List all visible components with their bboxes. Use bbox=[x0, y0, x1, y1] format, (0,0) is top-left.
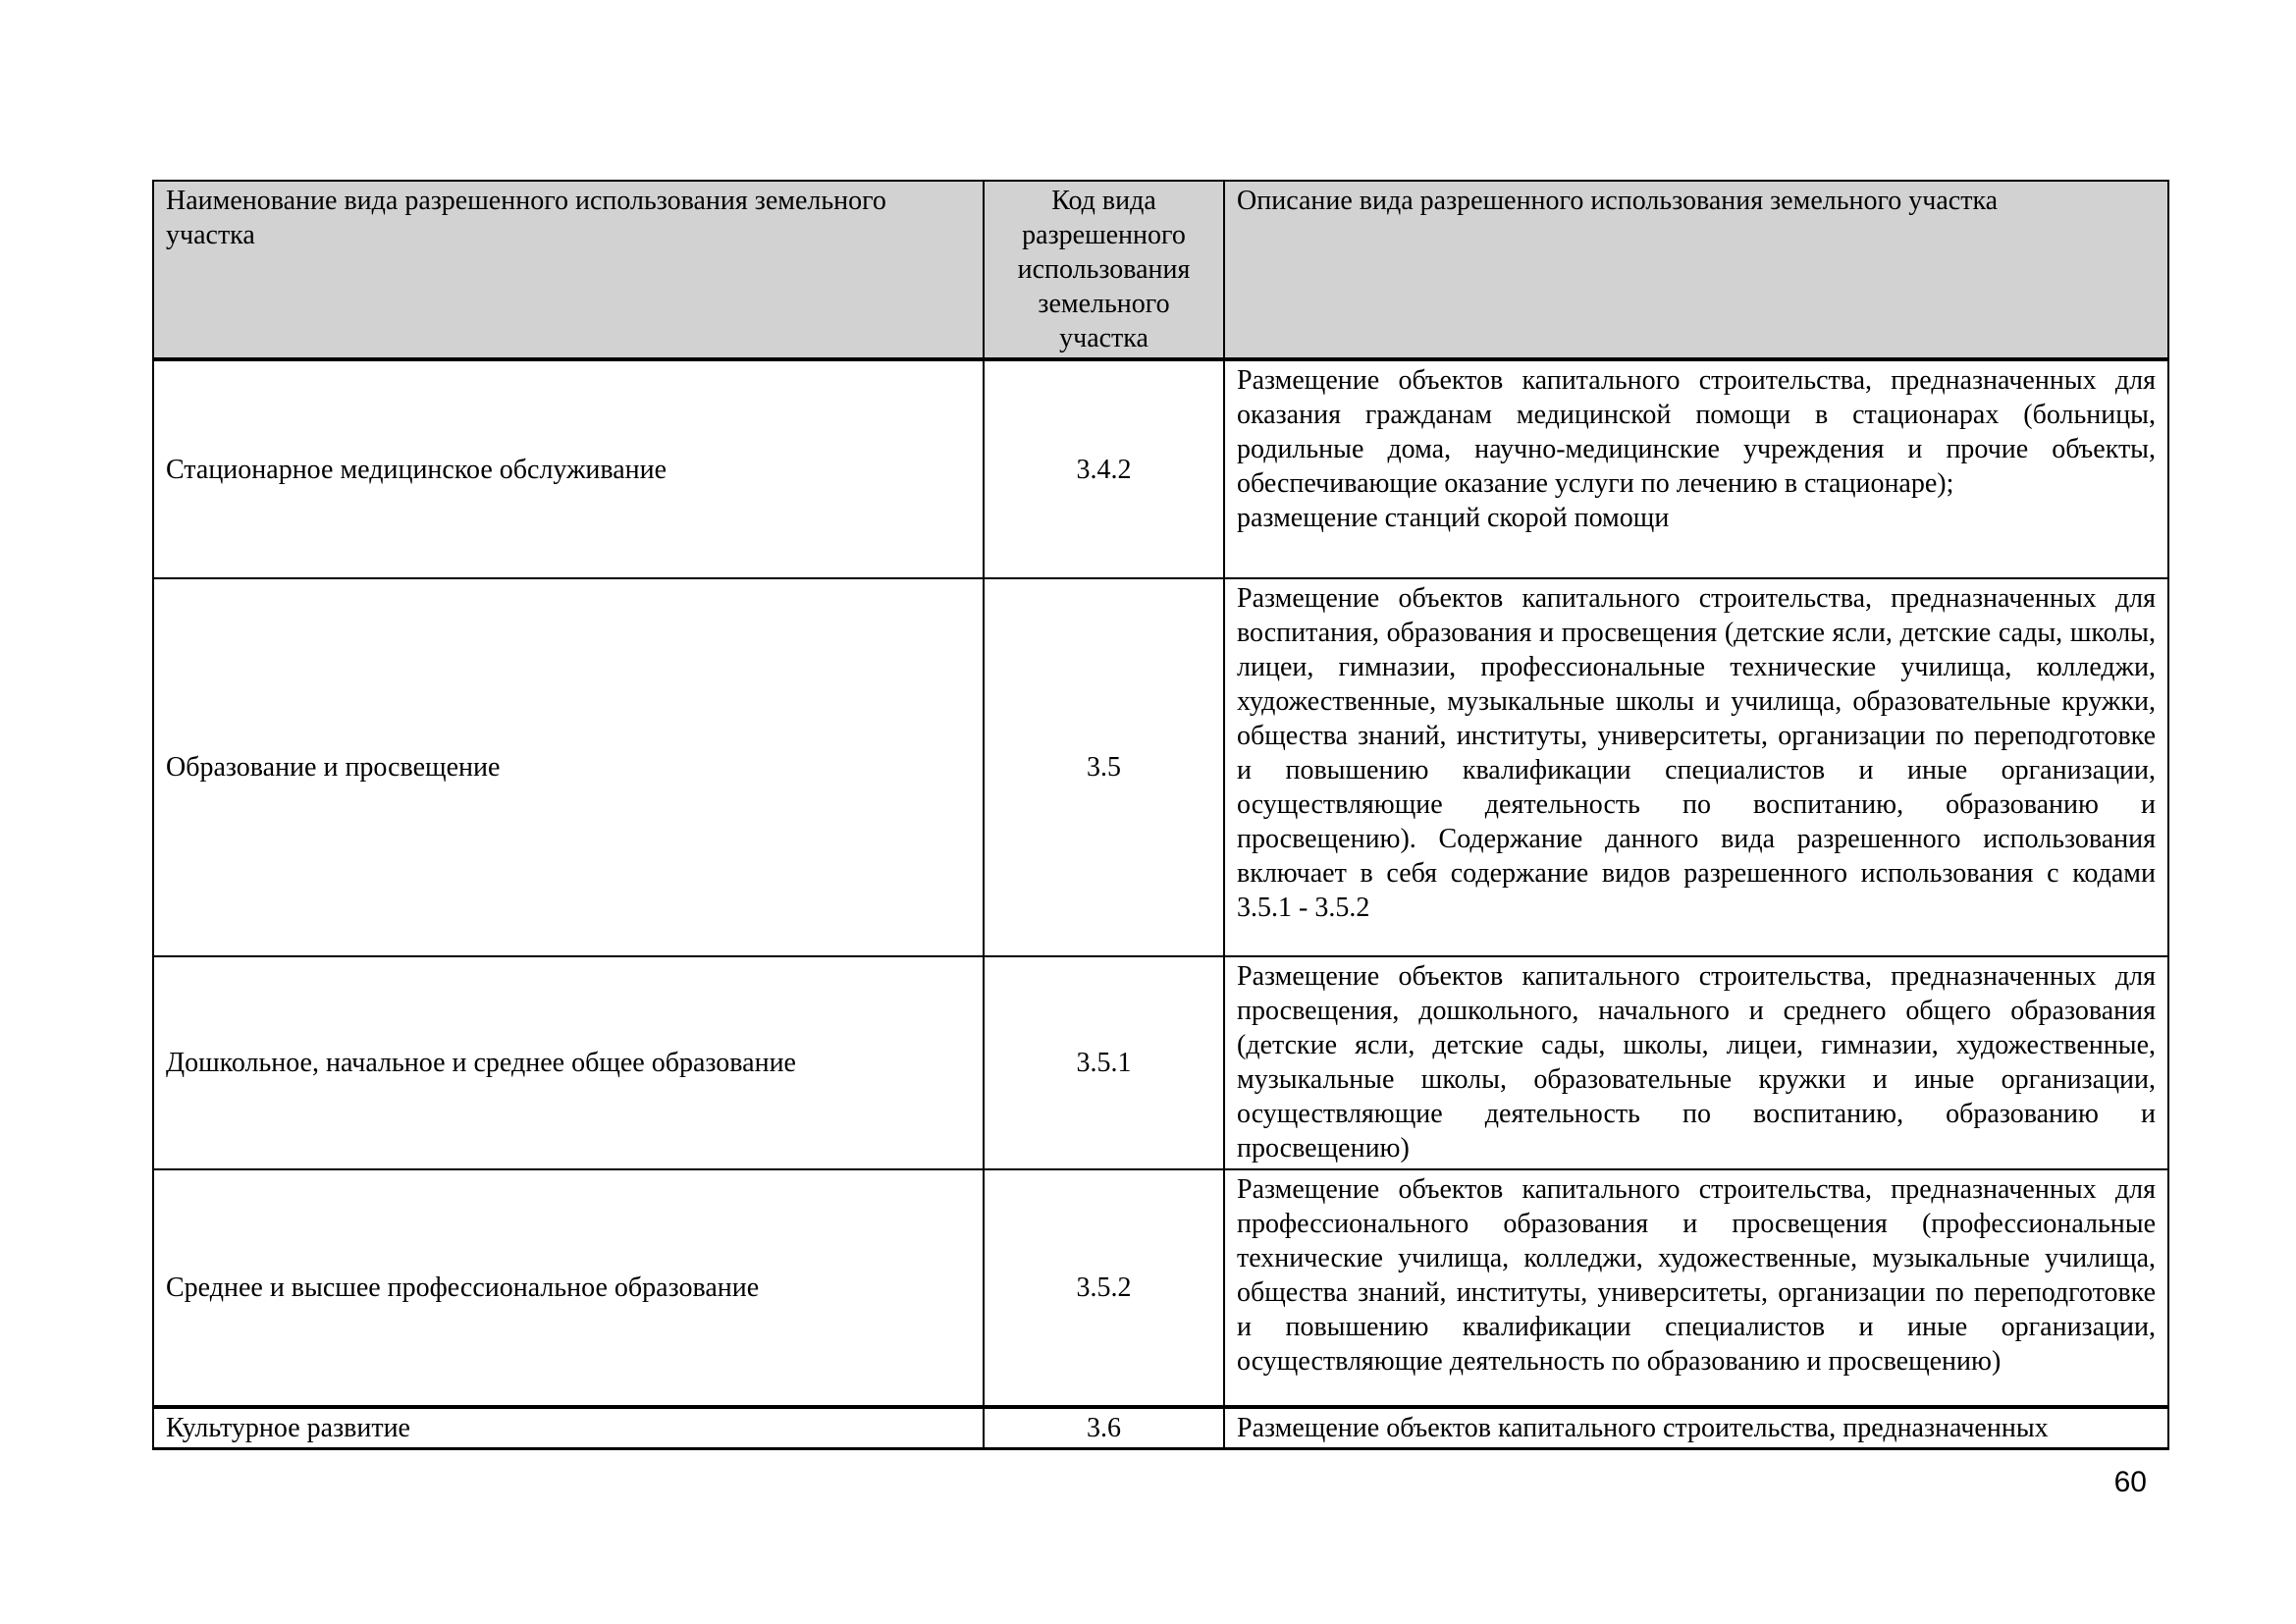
page-number: 60 bbox=[2113, 1466, 2147, 1498]
cell-name: Стационарное медицинское обслуживание bbox=[153, 359, 984, 578]
land-use-table bbox=[152, 180, 2169, 1450]
cell-description bbox=[1224, 359, 2168, 578]
cell-name: Культурное развитие bbox=[153, 1407, 984, 1449]
cell-code: 3.6 bbox=[984, 1407, 1224, 1449]
description-paragraph: Размещение объектов капитального строительства, предназначенных для оказания гражданам медицинской помощи в стационарах (больницы, родильные дома, научно-медицинские учреждения и прочие объекты, обеспечивающие оказание услуги по лечению в стационаре); bbox=[1237, 365, 2156, 499]
cell-code: 3.5.1 bbox=[984, 956, 1224, 1169]
description-paragraph: Размещение объектов капитального строительства, предназначенных для профессионального образования и просвещения (профессиональные технические училища, колледжи, художественные, музыкальные училища, общества знаний, институты, университеты, организации по переподготовке и повышению квалификации специалистов и иные организации, осуществляющие деятельность по образованию и просвещению) bbox=[1237, 1174, 2156, 1377]
cell-code: 3.4.2 bbox=[984, 359, 1224, 578]
cell-description bbox=[1224, 1169, 2168, 1407]
col-header-description: Описание вида разрешенного использования земельного участка bbox=[1224, 181, 2168, 359]
col-header-code: Код вида разрешенного использования земельного участка bbox=[984, 181, 1224, 359]
cell-name: Среднее и высшее профессиональное образование bbox=[153, 1169, 984, 1407]
cell-description bbox=[1224, 1407, 2168, 1449]
cell-code: 3.5 bbox=[984, 578, 1224, 956]
table-row bbox=[153, 359, 2168, 578]
description-paragraph: размещение станций скорой помощи bbox=[1237, 503, 1670, 533]
table-row bbox=[153, 578, 2168, 956]
description-paragraph: Размещение объектов капитального строительства, предназначенных для просвещения, дошкольного, начального и среднего общего образования (детские ясли, детские сады, школы, лицеи, гимназии, художественные, музыкальные школы, образовательные кружки и иные организации, осуществляющие деятельность по воспитанию, образованию и просвещению) bbox=[1237, 961, 2156, 1164]
col-header-name: Наименование вида разрешенного использования земельного участка bbox=[153, 181, 984, 359]
cell-code: 3.5.2 bbox=[984, 1169, 1224, 1407]
description-paragraph: Размещение объектов капитального строительства, предназначенных для воспитания, образования и просвещения (детские ясли, детские сады, школы, лицеи, гимназии, профессиональные технические училища, колледжи, художественные, музыкальные школы и училища, образовательные кружки, общества знаний, институты, университеты, организации по переподготовке и повышению квалификации специалистов и иные организации, осуществляющие деятельность по воспитанию, образованию и просвещению). Содержание данного вида разрешенного использования включает в себя содержание видов разрешенного использования с кодами 3.5.1 - 3.5.2 bbox=[1237, 583, 2156, 923]
table-row bbox=[153, 1169, 2168, 1407]
cell-name: Образование и просвещение bbox=[153, 578, 984, 956]
table-header-row bbox=[153, 181, 2168, 359]
description-paragraph: Размещение объектов капитального строительства, предназначенных bbox=[1237, 1413, 2049, 1443]
table-row bbox=[153, 956, 2168, 1169]
cell-description bbox=[1224, 956, 2168, 1169]
cell-description bbox=[1224, 578, 2168, 956]
table-row bbox=[153, 1407, 2168, 1449]
cell-name: Дошкольное, начальное и среднее общее образование bbox=[153, 956, 984, 1169]
